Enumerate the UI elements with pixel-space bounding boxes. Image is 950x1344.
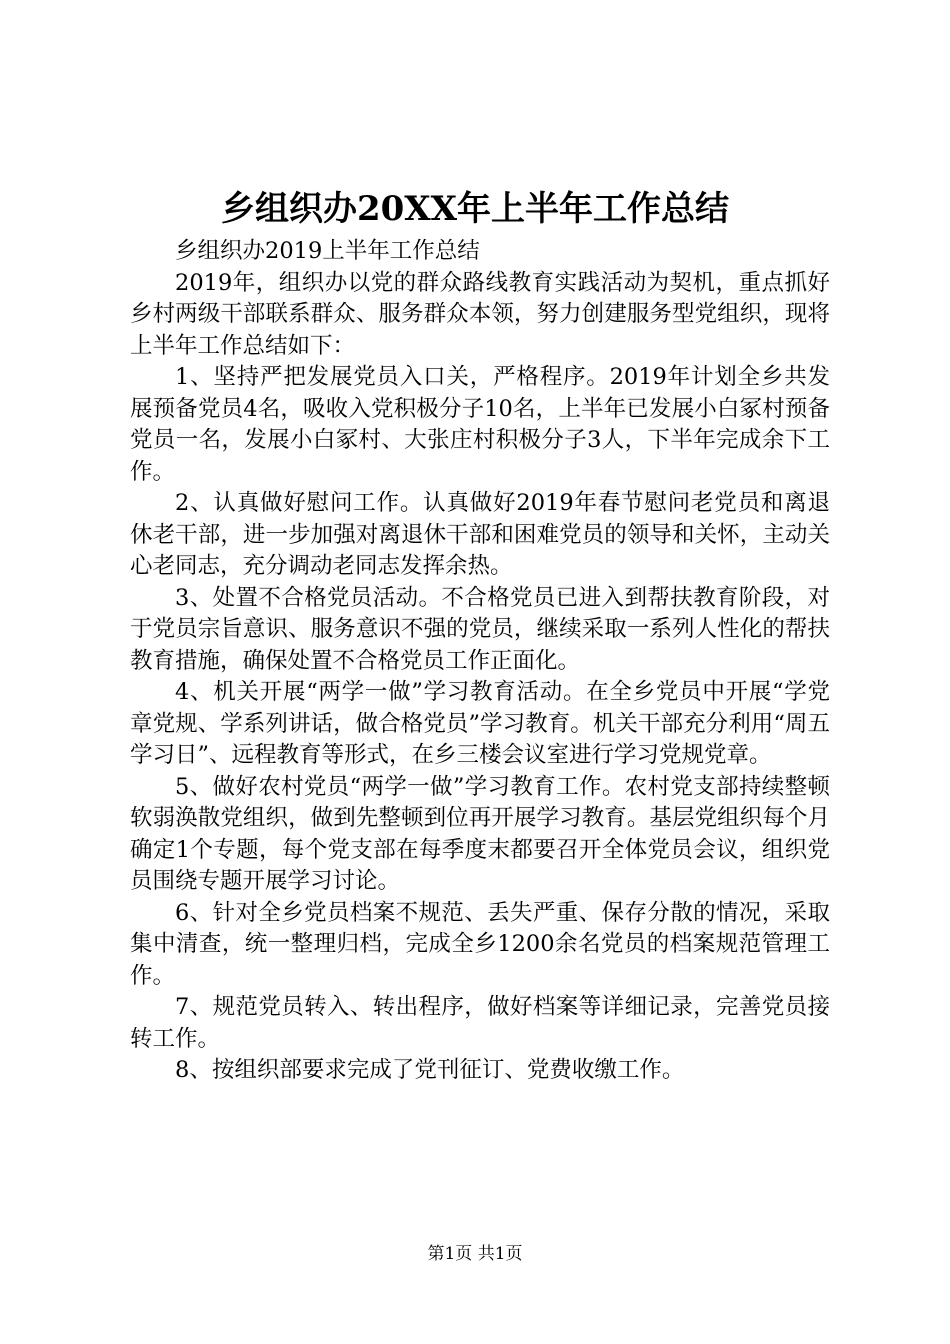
document-body <box>130 236 830 1087</box>
paragraph-item-5: 5、做好农村党员“两学一做”学习教育工作。农村党支部持续整顿软弱涣散党组织，做到先整顿到位再开展学习教育。基层党组织每个月确定1个专题，每个党支部在每季度末都要召开全体党员会议，组织党员围绕专题开展学习讨论。 <box>130 773 830 894</box>
page-indicator: 第1页 共1页 <box>427 1244 523 1264</box>
paragraph-intro: 2019年，组织办以党的群众路线教育实践活动为契机，重点抓好乡村两级干部联系群众、服务群众本领，努力创建服务型党组织，现将上半年工作总结如下： <box>130 269 830 359</box>
paragraph-subtitle: 乡组织办2019上半年工作总结 <box>175 238 480 264</box>
paragraph-item-1: 1、坚持严把发展党员入口关，严格程序。2019年计划全乡共发展预备党员4名，吸收入党积极分子10名，上半年已发展小白冢村预备党员一名，发展小白冢村、大张庄村积极分子3人，下半年完成余下工作。 <box>130 364 830 485</box>
paragraph-item-4: 4、机关开展“两学一做”学习教育活动。在全乡党员中开展“学党章党规、学系列讲话，做合格党员”学习教育。机关干部充分利用“周五学习日”、远程教育等形式，在乡三楼会议室进行学习党规党章。 <box>130 679 830 768</box>
paragraph-item-3: 3、处置不合格党员活动。不合格党员已进入到帮扶教育阶段，对于党员宗旨意识、服务意识不强的党员，继续采取一系列人性化的帮扶教育措施，确保处置不合格党员工作正面化。 <box>130 584 830 674</box>
paragraph-item-2: 2、认真做好慰问工作。认真做好2019年春节慰问老党员和离退休老干部，进一步加强对离退休干部和困难党员的领导和关怀，主动关心老同志，充分调动老同志发挥余热。 <box>130 490 830 579</box>
paragraph-item-8: 8、按组织部要求完成了党刊征订、党费收缴工作。 <box>175 1057 685 1083</box>
document-title: 乡组织办20XX年上半年工作总结 <box>220 189 730 229</box>
paragraph-item-6: 6、针对全乡党员档案不规范、丢失严重、保存分散的情况，采取集中清查，统一整理归档，完成全乡1200余名党员的档案规范管理工作。 <box>130 899 830 989</box>
paragraph-item-7: 7、规范党员转入、转出程序，做好档案等详细记录，完善党员接转工作。 <box>130 994 830 1052</box>
